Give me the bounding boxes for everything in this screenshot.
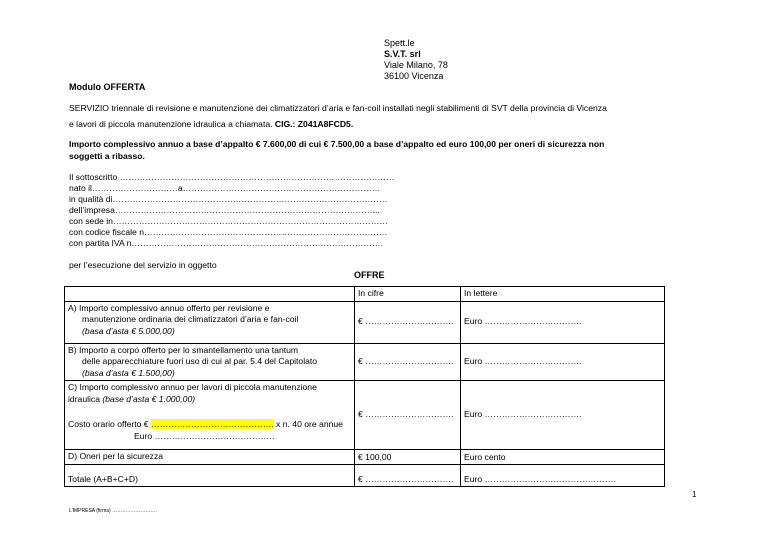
cig-code: CIG.: Z041A8FCD5. — [274, 119, 354, 129]
offer-table — [64, 286, 665, 487]
row-b-cifre[interactable]: € …………………………. — [355, 343, 461, 381]
row-c-line-2-text: idraulica — [68, 393, 103, 404]
row-c-cifre[interactable]: € …………………………. — [355, 381, 461, 450]
recipient-salutation: Spett.le — [384, 38, 415, 48]
row-d-label: D) Oneri per la sicurezza — [65, 450, 355, 465]
offers-label: OFFRE — [354, 270, 385, 280]
header-in-lettere: In lettere — [461, 287, 665, 302]
row-a-line-2: manutenzione ordinaria dei climatizzatori d’aria e fan-coil — [82, 314, 299, 324]
row-a-cifre[interactable]: € …………………………. — [355, 301, 461, 343]
row-c-base: (base d’asta € 1.000,00) — [102, 393, 196, 404]
row-a-line-1: A) Importo complessivo annuo offerto per revisione e — [68, 302, 270, 313]
field-codice-fiscale[interactable]: con codice fiscale n…………………………………………………………………………. — [69, 227, 388, 237]
total-cifre[interactable]: € …………………………. — [355, 465, 461, 487]
service-line-1: SERVIZIO triennale di revisione e manutenzione dei climatizzatori d’aria e fan-coil installati negli stabilimenti di SVT della provincia di Vicenza — [69, 103, 607, 113]
row-c-lettere[interactable]: Euro ……………………………. — [461, 381, 665, 450]
row-c-line-1: C) Importo complessivo annuo per lavori di piccola manutenzione — [68, 382, 317, 392]
purpose-text: per l’esecuzione del servizio in oggetto — [69, 260, 217, 270]
footer-signature: L’IMPRESA (firma) ……………………… — [69, 508, 158, 514]
table-row-b — [65, 343, 665, 381]
table-row-total — [65, 465, 665, 487]
amount-line-1: Importo complessivo annuo a base d’appalto € 7.600,00 di cui € 7.500,00 a base d’appalto ed euro 100,00 per oneri di sicurezza non — [69, 139, 605, 149]
service-line-2 — [69, 119, 353, 129]
table-row-d — [65, 450, 665, 465]
row-b-line-1: B) Importo a corpo offerto per lo smantellamento una tantum — [68, 344, 299, 355]
header-in-cifre: In cifre — [355, 287, 461, 302]
row-c-description — [65, 381, 355, 450]
row-c-spacer — [68, 405, 351, 419]
table-row-c — [65, 381, 665, 450]
field-sottoscritto[interactable]: Il sottoscritto …………………………………………………………………………………… — [69, 172, 395, 182]
row-a-lettere[interactable]: Euro ……………………………. — [461, 301, 665, 343]
table-row-a — [65, 301, 665, 343]
row-c-euro-line[interactable]: Euro …………………………………… — [134, 430, 275, 441]
field-nato-il[interactable]: nato il…………………………a…………………………………………………………… — [69, 183, 381, 193]
form-title: Modulo OFFERTA — [69, 82, 146, 92]
row-c-line-2 — [68, 394, 351, 406]
row-b-lettere[interactable]: Euro ……………………………. — [461, 343, 665, 381]
amount-line-2: soggetti a ribasso. — [69, 151, 145, 161]
row-a-description — [65, 301, 355, 343]
page-number: 1 — [692, 490, 697, 499]
row-b-line-3: (basa d’asta € 1.500,00) — [82, 367, 175, 378]
header-empty — [65, 287, 355, 302]
total-label: Totale (A+B+C+D) — [65, 465, 355, 487]
row-c-cost-prefix: Costo orario offerto € — [68, 419, 151, 429]
row-b-description — [65, 343, 355, 381]
row-c-cost-suffix: x n. 40 ore annue — [273, 419, 343, 429]
total-lettere[interactable]: Euro ………………………………………. — [461, 465, 665, 487]
field-partita-iva[interactable]: con partita IVA n……………………………………………………………………………. — [69, 238, 384, 248]
row-c-cost-line — [68, 419, 351, 431]
recipient-city: 36100 Vicenza — [384, 71, 444, 81]
row-a-line-3: (basa d’asta € 5.000,00) — [82, 325, 175, 336]
row-d-lettere: Euro cento — [461, 450, 665, 465]
recipient-street: Viale Milano, 78 — [384, 60, 448, 70]
service-line-2-text: e lavori di piccola manutenzione idraulica a chiamata. — [69, 119, 273, 129]
table-header-row — [65, 287, 665, 302]
row-c-cost-field[interactable]: ……………………………………. — [150, 419, 274, 429]
field-qualita[interactable]: in qualità di…………………………………………………………………………………… — [69, 194, 388, 204]
row-d-cifre: € 100,00 — [355, 450, 461, 465]
recipient-company: S.V.T. srl — [384, 49, 421, 59]
field-sede[interactable]: con sede in…………………………………………………………………………………… — [69, 216, 388, 226]
field-impresa[interactable]: dell’impresa………………………………………………………………………………... — [69, 205, 380, 215]
row-b-line-2: delle apparecchiature fuori uso di cui al par. 5.4 del Capitolato — [82, 356, 318, 366]
